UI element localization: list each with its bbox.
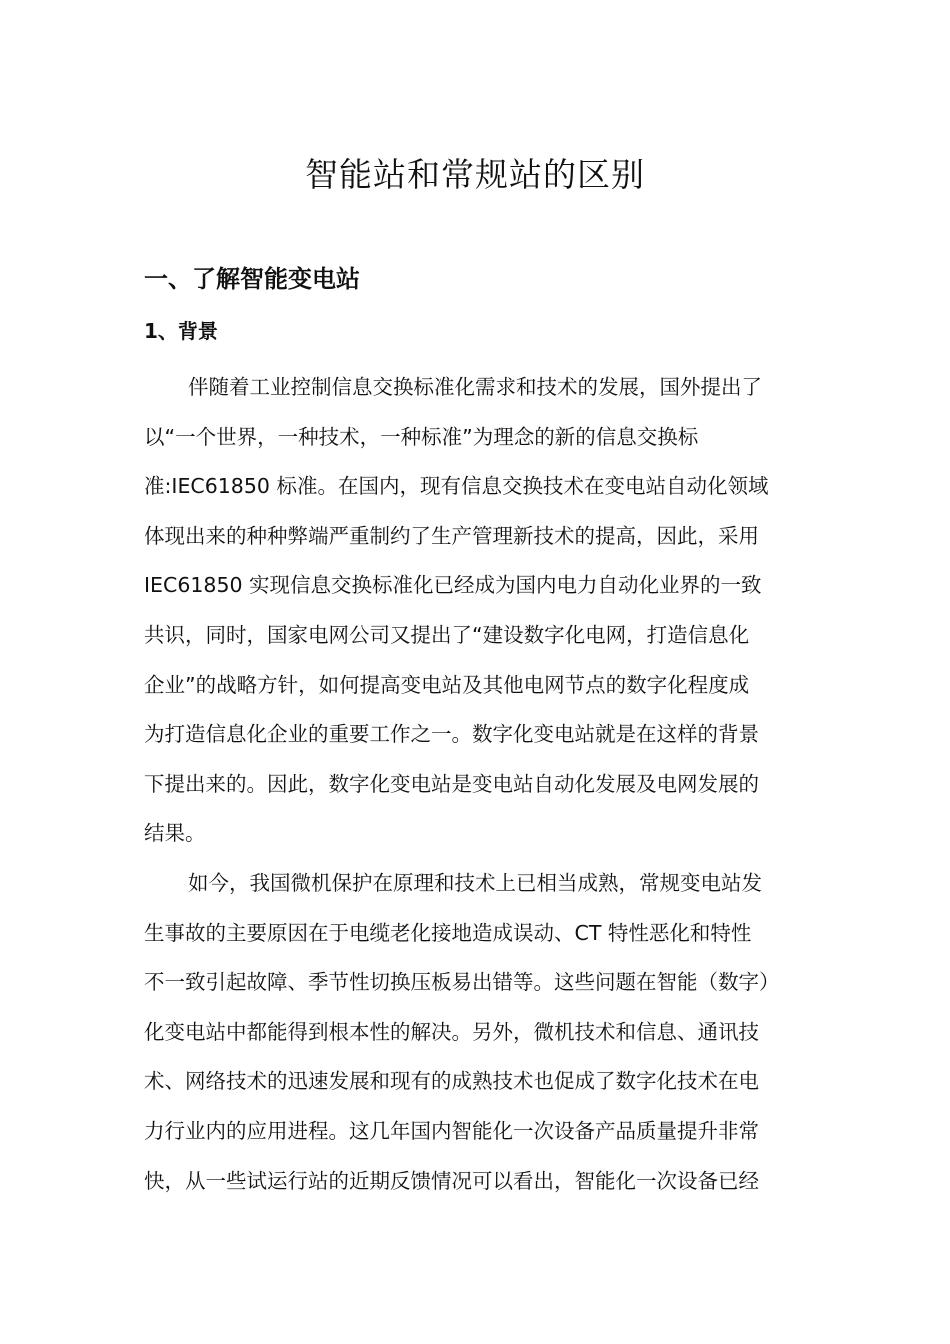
paragraph-line: 为打造信息化企业的重要工作之一。数字化变电站就是在这样的背景 — [144, 722, 759, 747]
document-title: 智能站和常规站的区别 — [305, 155, 645, 194]
subsection-heading: 1、背景 — [144, 319, 218, 343]
paragraph-current-status — [144, 859, 810, 1206]
paragraph-line: 结果。 — [144, 821, 206, 846]
paragraph-line: 快，从一些试运行站的近期反馈情况可以看出，智能化一次设备已经 — [144, 1168, 759, 1193]
paragraph-line: 准:IEC61850 标准。在国内，现有信息交换技术在变电站自动化领域 — [144, 474, 769, 499]
paragraph-line: 如今，我国微机保护在原理和技术上已相当成熟，常规变电站发 — [188, 871, 762, 895]
paragraph-line: 共识，同时，国家电网公司又提出了“建设数字化电网，打造信息化 — [144, 622, 750, 647]
paragraph-line: 生事故的主要原因在于电缆老化接地造成误动、CT 特性恶化和特性 — [144, 920, 752, 945]
paragraph-line: IEC61850 实现信息交换标准化已经成为国内电力自动化业界的一致 — [144, 573, 762, 598]
paragraph-line: 下提出来的。因此，数字化变电站是变电站自动化发展及电网发展的 — [144, 771, 759, 796]
section-heading: 一、了解智能变电站 — [144, 265, 360, 293]
paragraph-line: 不一致引起故障、季节性切换压板易出错等。这些问题在智能（数字） — [144, 970, 780, 995]
paragraph-line: 化变电站中都能得到根本性的解决。另外，微机技术和信息、通讯技 — [144, 1019, 759, 1044]
paragraph-background — [144, 363, 810, 859]
paragraph-line: 力行业内的应用进程。这几年国内智能化一次设备产品质量提升非常 — [144, 1118, 759, 1143]
paragraph-line: 以“一个世界，一种技术，一种标准”为理念的新的信息交换标 — [144, 424, 699, 449]
paragraph-line: 企业”的战略方针，如何提高变电站及其他电网节点的数字化程度成 — [144, 672, 750, 697]
paragraph-line: 伴随着工业控制信息交换标准化需求和技术的发展，国外提出了 — [188, 375, 762, 399]
paragraph-line: 术、网络技术的迅速发展和现有的成熟技术也促成了数字化技术在电 — [144, 1069, 759, 1094]
paragraph-line: 体现出来的种种弊端严重制约了生产管理新技术的提高，因此，采用 — [144, 523, 759, 548]
